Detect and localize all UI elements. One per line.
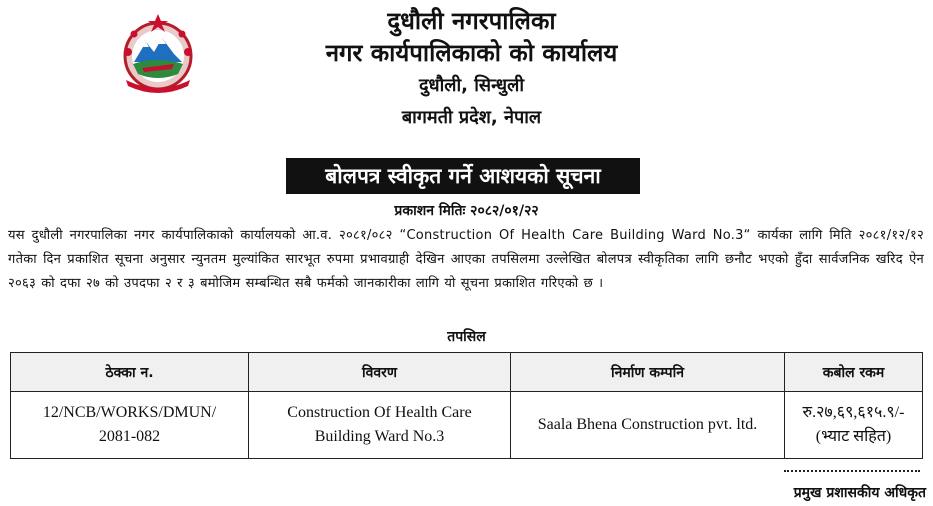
province-country: बागमती प्रदेश, नेपाल [401, 107, 542, 128]
header-company: निर्माण कम्पनि [511, 353, 785, 392]
cell-contract-no [11, 392, 249, 459]
bid-amount-note: (भ्याट सहित) [815, 428, 892, 445]
header-description: विवरण [249, 353, 511, 392]
office-name: नगर कार्यपालिकाको को कार्यालय [325, 39, 618, 67]
cell-company: Saala Bhena Construction pvt. ltd. [511, 392, 785, 459]
description-line1: Construction Of Health Care [287, 404, 472, 421]
notice-title: बोलपत्र स्वीकृत गर्ने आशयको सूचना [286, 158, 640, 194]
table-header-row [11, 353, 923, 392]
signatory-title: प्रमुख प्रशासकीय अधिकृत [793, 485, 926, 501]
municipality-name: दुधौली नगरपालिका [387, 7, 556, 35]
contract-no-line2: 2081-082 [98, 428, 161, 445]
notice-body: यस दुधौली नगरपालिका नगर कार्यपालिकाको कार्यालयको आ.व. २०८१/०८२ “Construction Of Health Care Building Ward No.3“ कार्यका लागि मिति २०८१/१२/१२ गतेका दिन प्रकाशित सूचना अनुसार न्युनतम मुल्यांकित सारभूत रुपमा प्रभावग्राही देखिन आएका तपसिलमा उल्लेखित बोलपत्र स्वीकृतिका लागि छनौट भएको हुँदा सार्वजनिक खरिद ऐन २०६३ को दफा २७ को उपदफा २ र ३ बमोजिम सम्बन्धित सबै फर्मको जानकारीका लागि यो सूचना प्रकाशित गरिएको छ । [8, 228, 924, 291]
signature-line [784, 462, 920, 472]
table-row [11, 392, 923, 459]
cell-description [249, 392, 511, 459]
description-line2: Building Ward No.3 [314, 428, 445, 445]
header-bid-amount: कबोल रकम [785, 353, 923, 392]
details-label: तपसिल [447, 329, 486, 345]
letterhead [0, 6, 933, 134]
bid-amount-value: रु.२७,६९,६१५.९/- [802, 404, 905, 421]
contract-no-line1: 12/NCB/WORKS/DMUN/ [42, 404, 217, 421]
cell-bid-amount [785, 392, 923, 459]
contract-table [10, 352, 923, 459]
header-contract-no: ठेक्का न. [11, 353, 249, 392]
office-address: दुधौली, सिन्धुली [418, 75, 524, 96]
publication-date: प्रकाशन मितिः २०८२/०१/२२ [394, 203, 539, 219]
